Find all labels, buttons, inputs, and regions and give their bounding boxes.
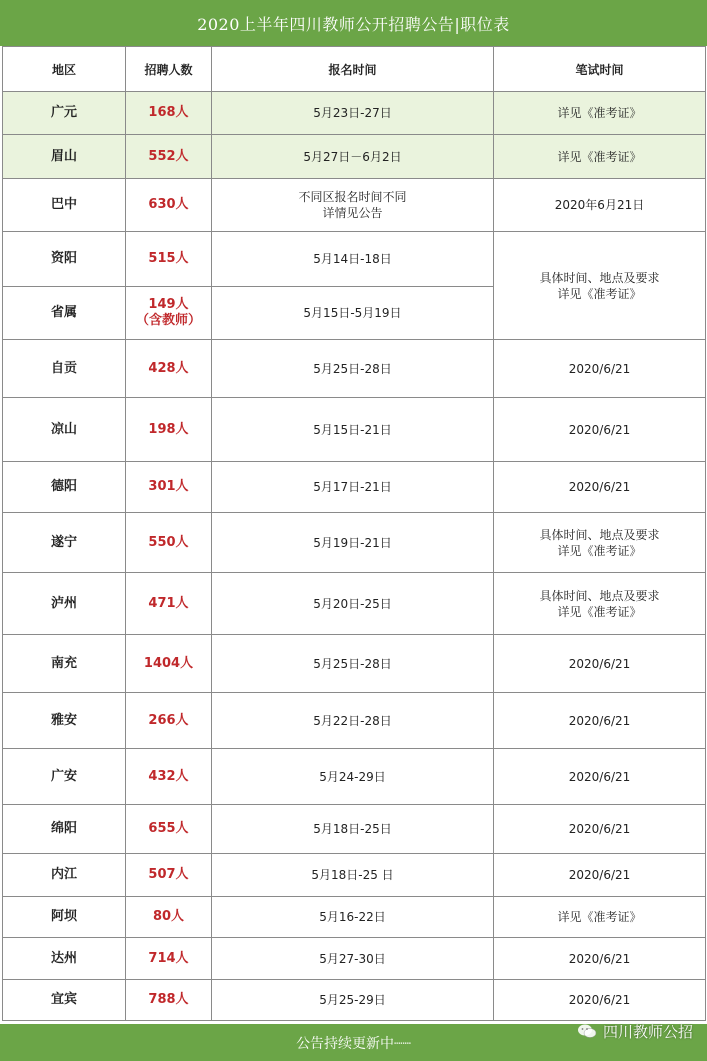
signup-cell-text: 5月25-29日 xyxy=(319,993,386,1007)
count-cell-text: 428人 xyxy=(148,360,189,376)
signup-cell xyxy=(212,573,494,635)
table-row xyxy=(3,462,706,513)
exam-cell-text: 2020/6/21 xyxy=(568,868,631,882)
signup-cell-text: 5月14日-18日 xyxy=(313,252,392,266)
region-cell-text: 南充 xyxy=(50,655,77,671)
table-row xyxy=(3,179,706,232)
exam-cell-text: 详见《准考证》 xyxy=(557,910,642,924)
region-cell xyxy=(3,938,126,980)
count-cell xyxy=(126,179,212,232)
count-cell xyxy=(126,287,212,340)
count-cell xyxy=(126,805,212,854)
region-cell xyxy=(3,462,126,513)
column-header: 地区 xyxy=(3,47,126,92)
count-cell xyxy=(126,938,212,980)
signup-cell xyxy=(212,513,494,573)
count-cell-text: 301人 xyxy=(148,479,189,494)
signup-cell xyxy=(212,398,494,462)
exam-cell xyxy=(494,179,706,232)
signup-cell xyxy=(212,635,494,693)
signup-cell xyxy=(212,749,494,805)
table-row xyxy=(3,854,706,897)
count-cell xyxy=(126,92,212,135)
column-header: 笔试时间 xyxy=(494,47,706,92)
count-cell xyxy=(126,980,212,1021)
region-cell xyxy=(3,749,126,805)
exam-cell xyxy=(494,938,706,980)
signup-cell xyxy=(212,340,494,398)
position-table xyxy=(2,46,706,1021)
signup-cell-text: 不同区报名时间不同 xyxy=(298,190,407,204)
count-cell-text: 149人 xyxy=(148,297,189,312)
count-cell xyxy=(126,462,212,513)
region-cell-text: 绵阳 xyxy=(50,821,77,836)
signup-cell xyxy=(212,135,494,179)
count-cell-text: 552人 xyxy=(148,148,189,164)
exam-cell xyxy=(494,462,706,513)
table-row xyxy=(3,980,706,1021)
exam-cell-text: 具体时间、地点及要求 xyxy=(539,270,660,285)
count-cell xyxy=(126,573,212,635)
signup-cell-text: 5月18日-25日 xyxy=(313,822,392,836)
exam-cell-text: 2020/6/21 xyxy=(568,951,631,966)
exam-cell-text: 具体时间、地点及要求 xyxy=(539,588,660,603)
exam-cell-text: 详见《准考证》 xyxy=(557,106,642,120)
count-cell-text: 1404人 xyxy=(143,655,194,671)
region-cell xyxy=(3,635,126,693)
column-header: 报名时间 xyxy=(212,47,494,92)
signup-cell-text: 5月22日-28日 xyxy=(313,713,392,728)
signup-cell xyxy=(212,179,494,232)
region-cell xyxy=(3,854,126,897)
region-cell xyxy=(3,805,126,854)
exam-cell xyxy=(494,398,706,462)
signup-cell xyxy=(212,693,494,749)
table-row xyxy=(3,805,706,854)
signup-cell xyxy=(212,92,494,135)
signup-cell xyxy=(212,980,494,1021)
page-title: 2020上半年四川教师公开招聘公告|职位表 xyxy=(0,0,707,46)
count-cell-text: 80人 xyxy=(152,909,185,924)
region-cell-text: 眉山 xyxy=(50,148,77,164)
signup-cell-text: 5月25日-28日 xyxy=(313,656,392,671)
region-cell-text: 广安 xyxy=(50,768,77,784)
region-cell-text: 达州 xyxy=(50,950,77,966)
exam-cell-text: 2020/6/21 xyxy=(568,822,631,836)
region-cell-text: 阿坝 xyxy=(50,909,77,924)
region-cell-text: 广元 xyxy=(50,105,77,120)
exam-cell-text: 2020/6/21 xyxy=(568,769,631,784)
region-cell-text: 宜宾 xyxy=(50,992,77,1007)
watermark xyxy=(577,1020,693,1042)
exam-cell-text: 详见《准考证》 xyxy=(557,543,642,558)
count-cell-text: 714人 xyxy=(148,950,189,966)
region-cell-text: 内江 xyxy=(50,867,77,882)
exam-cell xyxy=(494,980,706,1021)
exam-cell xyxy=(494,513,706,573)
count-cell xyxy=(126,897,212,938)
signup-cell xyxy=(212,805,494,854)
signup-cell-text: 详情见公告 xyxy=(322,206,383,220)
signup-cell xyxy=(212,897,494,938)
table-row xyxy=(3,573,706,635)
region-cell xyxy=(3,513,126,573)
table-row xyxy=(3,635,706,693)
exam-cell-text: 2020/6/21 xyxy=(568,656,631,671)
signup-cell-text: 5月27-30日 xyxy=(319,951,386,966)
watermark-text: 四川教师公招 xyxy=(602,1022,693,1041)
signup-cell-text: 5月20日-25日 xyxy=(313,596,392,611)
table-row xyxy=(3,340,706,398)
count-cell-text: 432人 xyxy=(148,768,189,784)
signup-cell xyxy=(212,232,494,287)
count-cell xyxy=(126,749,212,805)
count-cell-text: （含教师） xyxy=(135,313,201,328)
region-cell xyxy=(3,398,126,462)
exam-cell-text: 2020/6/21 xyxy=(568,422,631,437)
region-cell-text: 自贡 xyxy=(50,360,77,376)
region-cell-text: 遂宁 xyxy=(50,534,77,550)
exam-cell xyxy=(494,135,706,179)
region-cell xyxy=(3,179,126,232)
region-cell-text: 凉山 xyxy=(50,421,77,437)
count-cell xyxy=(126,398,212,462)
signup-cell xyxy=(212,462,494,513)
table-row xyxy=(3,897,706,938)
table-row xyxy=(3,135,706,179)
signup-cell-text: 5月24-29日 xyxy=(319,769,386,784)
exam-cell xyxy=(494,92,706,135)
count-cell xyxy=(126,232,212,287)
count-cell-text: 507人 xyxy=(148,867,189,882)
exam-cell xyxy=(494,693,706,749)
region-cell xyxy=(3,573,126,635)
count-cell-text: 515人 xyxy=(148,251,189,266)
signup-cell-text: 5月25日-28日 xyxy=(313,361,392,376)
region-cell-text: 省属 xyxy=(50,305,77,320)
exam-cell-text: 详见《准考证》 xyxy=(557,149,642,164)
count-cell-text: 788人 xyxy=(148,992,189,1007)
count-cell xyxy=(126,135,212,179)
column-header: 招聘人数 xyxy=(126,47,212,92)
signup-cell-text: 5月15日-5月19日 xyxy=(303,306,402,320)
region-cell xyxy=(3,693,126,749)
footer-banner: 公告持续更新中┈┈ xyxy=(0,1024,707,1061)
region-cell-text: 巴中 xyxy=(50,197,77,212)
exam-cell xyxy=(494,897,706,938)
exam-cell-text: 2020/6/21 xyxy=(568,993,631,1007)
table-row xyxy=(3,513,706,573)
region-cell xyxy=(3,135,126,179)
signup-cell xyxy=(212,854,494,897)
signup-cell-text: 5月16-22日 xyxy=(319,910,386,924)
table-row xyxy=(3,398,706,462)
count-cell-text: 198人 xyxy=(148,421,189,437)
count-cell xyxy=(126,635,212,693)
signup-cell xyxy=(212,287,494,340)
signup-cell-text: 5月18日-25 日 xyxy=(311,868,394,882)
table-row xyxy=(3,693,706,749)
exam-cell xyxy=(494,854,706,897)
region-cell xyxy=(3,92,126,135)
exam-cell xyxy=(494,573,706,635)
count-cell-text: 550人 xyxy=(148,534,189,550)
exam-cell-text: 2020/6/21 xyxy=(568,480,631,494)
exam-cell xyxy=(494,749,706,805)
region-cell-text: 资阳 xyxy=(50,251,77,266)
region-cell-text: 泸州 xyxy=(50,595,77,611)
count-cell-text: 630人 xyxy=(148,197,189,212)
signup-cell-text: 5月23日-27日 xyxy=(313,106,392,120)
header-row xyxy=(3,47,706,92)
table-row xyxy=(3,92,706,135)
exam-cell xyxy=(494,635,706,693)
count-cell xyxy=(126,340,212,398)
exam-cell-text: 具体时间、地点及要求 xyxy=(539,527,660,542)
signup-cell xyxy=(212,938,494,980)
count-cell xyxy=(126,693,212,749)
signup-cell-text: 5月15日-21日 xyxy=(313,422,392,437)
table-row xyxy=(3,749,706,805)
count-cell xyxy=(126,854,212,897)
exam-cell-text: 2020年6月21日 xyxy=(554,198,645,212)
exam-cell-text: 2020/6/21 xyxy=(568,361,631,376)
table-body xyxy=(3,92,706,1021)
region-cell-text: 德阳 xyxy=(50,479,77,494)
count-cell-text: 471人 xyxy=(148,595,189,611)
signup-cell-text: 5月17日-21日 xyxy=(313,480,392,494)
region-cell xyxy=(3,340,126,398)
exam-cell-text: 详见《准考证》 xyxy=(557,286,642,301)
count-cell xyxy=(126,513,212,573)
signup-cell-text: 5月27日－6月2日 xyxy=(303,149,402,164)
count-cell-text: 266人 xyxy=(148,712,189,728)
exam-cell-text: 2020/6/21 xyxy=(568,713,631,728)
exam-cell-text: 详见《准考证》 xyxy=(557,604,642,619)
exam-cell xyxy=(494,340,706,398)
region-cell xyxy=(3,980,126,1021)
wechat-icon xyxy=(577,1023,597,1039)
count-cell-text: 655人 xyxy=(148,821,189,836)
region-cell xyxy=(3,232,126,287)
region-cell xyxy=(3,287,126,340)
exam-cell xyxy=(494,232,706,340)
table-row xyxy=(3,938,706,980)
exam-cell xyxy=(494,805,706,854)
signup-cell-text: 5月19日-21日 xyxy=(313,535,392,550)
table-row xyxy=(3,232,706,287)
region-cell xyxy=(3,897,126,938)
region-cell-text: 雅安 xyxy=(50,712,77,728)
count-cell-text: 168人 xyxy=(148,105,189,120)
